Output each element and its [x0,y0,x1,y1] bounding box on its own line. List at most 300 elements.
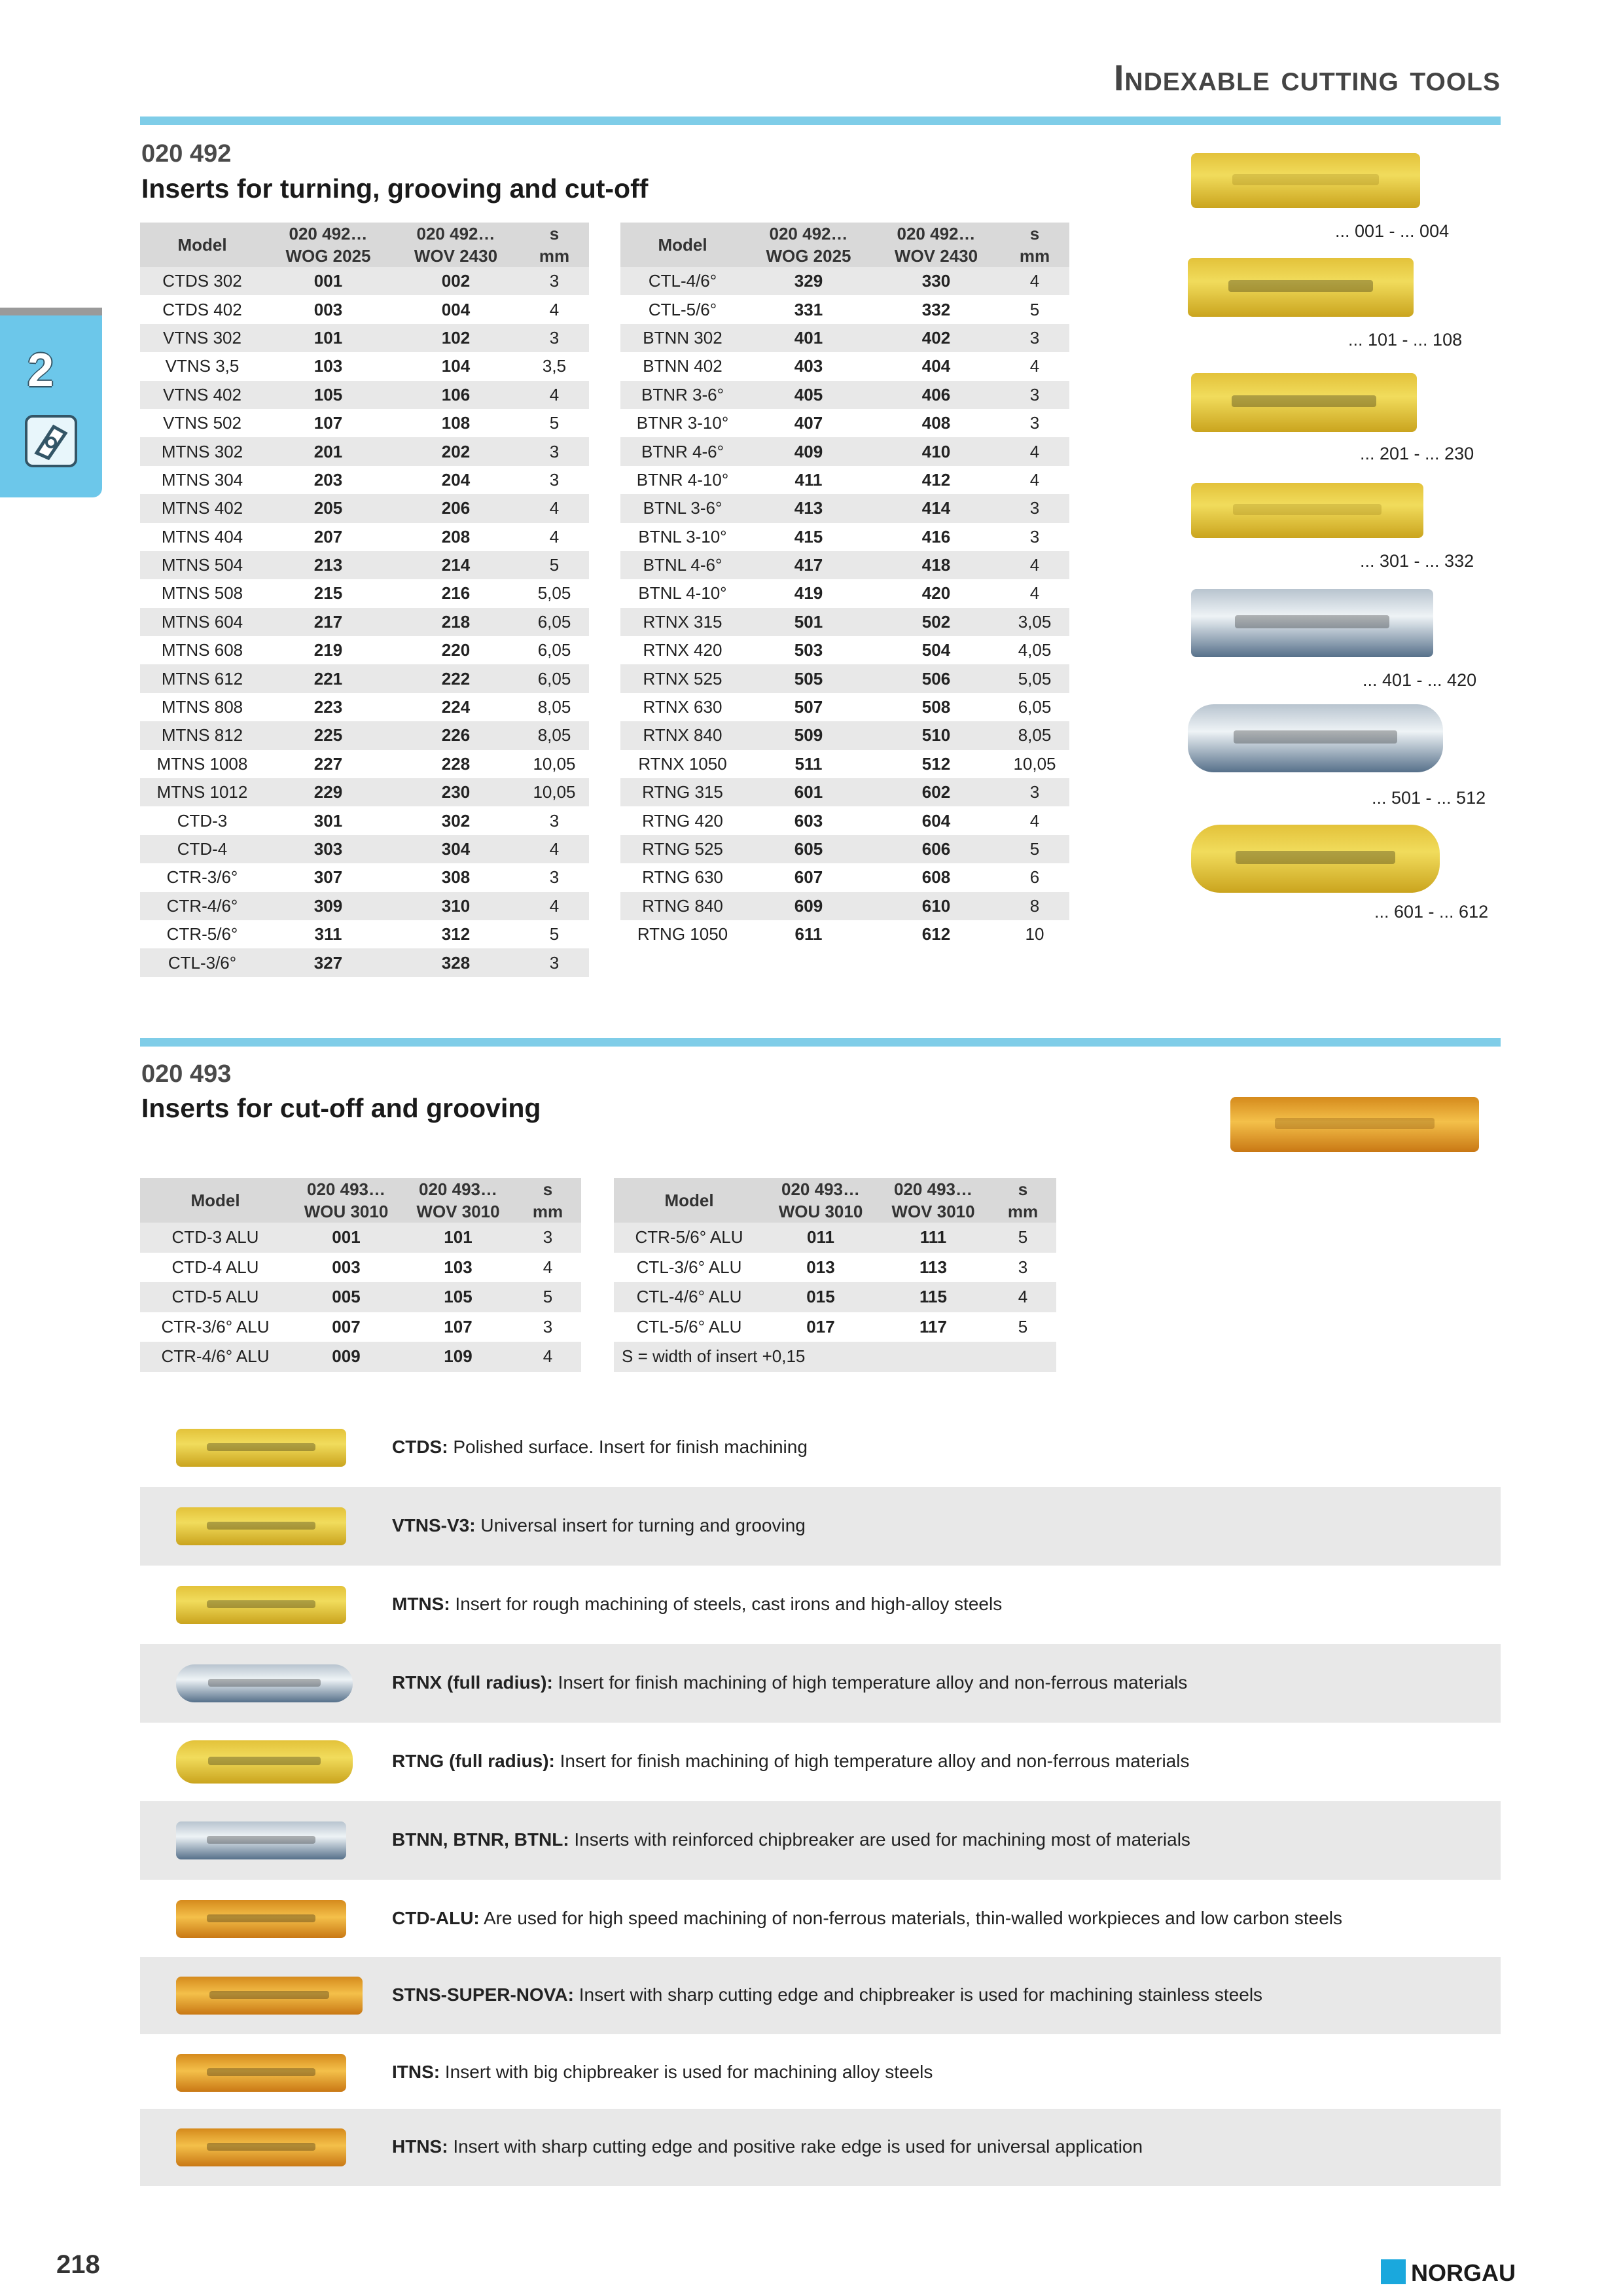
model-cell: RTNG 525 [620,835,745,863]
table-row [140,409,589,437]
feature-name: VTNS-V3: [392,1515,476,1535]
code-cell: 207 [264,523,392,551]
feature-text: Universal insert for turning and grooving [475,1515,806,1535]
code-cell: 205 [264,494,392,522]
insert-thumbnail [176,2128,346,2166]
table-row [140,324,589,352]
code-cell: 607 [745,863,872,891]
code-cell: 221 [264,664,392,692]
thickness-cell: 6,05 [520,608,589,636]
model-cell: RTNG 315 [620,778,745,806]
table-row [140,778,589,806]
column-header [520,223,589,267]
thickness-cell: 4 [520,295,589,323]
feature-row [140,1566,1501,1644]
feature-row [140,1801,1501,1880]
feature-row [140,2034,1501,2111]
code-cell: 219 [264,636,392,664]
table-row [620,579,1069,607]
insert-image-rtng [1191,825,1440,893]
table-row [140,437,589,465]
insert-thumbnail [176,2054,346,2092]
thickness-cell: 6,05 [520,636,589,664]
code-cell: 204 [392,466,520,494]
code-cell: 215 [264,579,392,607]
model-cell: RTNX 315 [620,608,745,636]
thickness-cell: 4 [1000,551,1069,579]
code-cell: 303 [264,835,392,863]
table-row [140,636,589,664]
code-cell: 406 [872,381,1000,409]
feature-description [392,1829,1190,1850]
table-header-row [140,1178,581,1223]
column-header-line: mm [539,246,570,266]
model-cell: CTR-5/6° ALU [614,1223,764,1253]
table-row [140,948,589,977]
code-cell: 511 [745,750,872,778]
thickness-cell: 4 [990,1282,1056,1312]
code-cell: 401 [745,324,872,352]
code-cell: 508 [872,693,1000,721]
code-cell: 009 [291,1342,402,1372]
feature-row [140,1408,1501,1487]
feature-description [392,1751,1189,1772]
column-header-line: 020 492… [897,224,976,243]
code-cell: 506 [872,664,1000,692]
thickness-cell: 3 [514,1223,581,1253]
thickness-cell: 8,05 [520,693,589,721]
table-row [140,920,589,948]
code-cell: 605 [745,835,872,863]
column-header [264,223,392,267]
code-cell: 611 [745,920,872,948]
code-cell: 003 [291,1253,402,1283]
feature-text: Polished surface. Insert for finish machining [448,1437,808,1457]
code-cell: 512 [872,750,1000,778]
table-row [614,1282,1056,1312]
code-cell: 609 [745,892,872,920]
column-header-line: Model [177,235,227,255]
table-row [140,750,589,778]
feature-text: Insert with sharp cutting edge and chipbreaker is used for machining stainless steels [573,1984,1263,2005]
code-cell: 502 [872,608,1000,636]
model-cell: BTNL 4-6° [620,551,745,579]
code-cell: 608 [872,863,1000,891]
table-row [620,295,1069,323]
column-header-line: 020 492… [416,224,495,243]
table-row [614,1253,1056,1283]
code-cell: 604 [872,806,1000,834]
range-label: ... 101 - ... 108 [1348,330,1463,350]
code-cell: 201 [264,437,392,465]
model-cell: CTD-3 [140,806,264,834]
code-cell: 407 [745,409,872,437]
code-cell: 108 [392,409,520,437]
thickness-cell: 3 [520,806,589,834]
code-cell: 220 [392,636,520,664]
table-row [620,437,1069,465]
feature-row [140,2109,1501,2186]
thickness-cell: 8 [1000,892,1069,920]
feature-name: STNS-SUPER-NOVA: [392,1984,574,2005]
table-row [140,295,589,323]
code-cell: 102 [392,324,520,352]
feature-description [392,1908,1342,1929]
code-cell: 107 [402,1312,514,1342]
model-cell: CTD-4 [140,835,264,863]
feature-row [140,1487,1501,1566]
model-cell: CTDS 302 [140,267,264,295]
code-cell: 229 [264,778,392,806]
thickness-cell: 10,05 [1000,750,1069,778]
code-cell: 227 [264,750,392,778]
code-cell: 013 [764,1253,877,1283]
column-header-line: 020 493… [781,1179,860,1199]
code-cell: 612 [872,920,1000,948]
table-row [620,721,1069,749]
table-row [620,863,1069,891]
code-cell: 001 [264,267,392,295]
table-row [614,1312,1056,1342]
column-header-line: mm [1007,1202,1039,1221]
table-row [620,693,1069,721]
thickness-cell: 5 [520,409,589,437]
model-cell: CTL-4/6° [620,267,745,295]
thickness-cell: 3,5 [520,352,589,380]
code-cell: 503 [745,636,872,664]
model-cell: CTL-5/6° ALU [614,1312,764,1342]
insert-image-vtns [1188,258,1414,317]
model-cell: CTR-5/6° [140,920,264,948]
column-header [764,1178,877,1223]
code-cell: 218 [392,608,520,636]
insert-image-ctds [1191,153,1420,208]
column-header [514,1178,581,1223]
code-cell: 203 [264,466,392,494]
code-cell: 017 [764,1312,877,1342]
table-row [620,920,1069,948]
column-header [990,1178,1056,1223]
thickness-cell: 4 [520,494,589,522]
code-cell: 011 [764,1223,877,1253]
insert-thumbnail [176,1664,353,1702]
code-cell: 216 [392,579,520,607]
column-header-line: s [1018,1179,1028,1199]
insert-table-right [620,223,1069,948]
table-row [140,721,589,749]
model-cell: VTNS 302 [140,324,264,352]
table-row [620,664,1069,692]
column-header-line: s [549,224,560,243]
table-row [620,551,1069,579]
code-cell: 404 [872,352,1000,380]
code-cell: 301 [264,806,392,834]
column-header-line: Model [664,1191,714,1210]
range-label: ... 301 - ... 332 [1360,551,1474,571]
range-label: ... 501 - ... 512 [1372,788,1486,808]
thickness-cell: 4 [1000,579,1069,607]
table-row [140,381,589,409]
code-cell: 418 [872,551,1000,579]
thickness-cell: 4 [1000,267,1069,295]
code-cell: 601 [745,778,872,806]
table-row [620,494,1069,522]
insert-image-btn [1191,589,1433,657]
code-cell: 603 [745,806,872,834]
code-cell: 312 [392,920,520,948]
model-cell: VTNS 402 [140,381,264,409]
model-cell: MTNS 812 [140,721,264,749]
model-cell: BTNR 3-6° [620,381,745,409]
feature-description [392,2136,1143,2157]
table-row [620,636,1069,664]
section-title: Inserts for turning, grooving and cut-off [141,173,649,204]
code-cell: 331 [745,295,872,323]
code-cell: 213 [264,551,392,579]
code-cell: 001 [291,1223,402,1253]
column-header-line: s [1029,224,1040,243]
feature-text: Inserts with reinforced chipbreaker are used for machining most of materials [569,1829,1190,1850]
section-title: Inserts for cut-off and grooving [141,1093,541,1123]
code-cell: 308 [392,863,520,891]
code-cell: 004 [392,295,520,323]
feature-text: Insert with big chipbreaker is used for machining alloy steels [440,2062,933,2082]
column-header-line: 020 493… [419,1179,497,1199]
table-row [620,806,1069,834]
feature-row [140,1723,1501,1801]
table-row [140,892,589,920]
table-row [140,267,589,295]
thickness-cell: 6,05 [1000,693,1069,721]
code-cell: 304 [392,835,520,863]
feature-name: ITNS: [392,2062,440,2082]
model-cell: MTNS 304 [140,466,264,494]
table-row [620,835,1069,863]
code-cell: 311 [264,920,392,948]
table-header-row [620,223,1069,267]
code-cell: 107 [264,409,392,437]
table-row [140,664,589,692]
column-header-line: 020 493… [894,1179,972,1199]
model-cell: BTNL 3-10° [620,523,745,551]
code-cell: 330 [872,267,1000,295]
thickness-cell: 3 [520,437,589,465]
thickness-cell: 3 [990,1253,1056,1283]
table-row [140,1282,581,1312]
chapter-number: 2 [27,344,54,397]
table-row [620,381,1069,409]
insert-image-rtnx [1188,704,1443,772]
column-header-line: WOV 2430 [894,246,978,266]
table-row [140,466,589,494]
range-label: ... 601 - ... 612 [1374,902,1489,922]
code-cell: 405 [745,381,872,409]
feature-name: RTNX (full radius): [392,1672,553,1693]
thickness-cell: 4 [520,892,589,920]
code-cell: 505 [745,664,872,692]
insert-thumbnail [176,1740,353,1784]
insert-icon [25,415,77,467]
code-cell: 101 [402,1223,514,1253]
insert-image-ctd [1191,483,1423,538]
model-cell: MTNS 404 [140,523,264,551]
column-header-line: WOG 2025 [285,246,371,266]
thickness-cell: 3 [520,948,589,977]
code-cell: 106 [392,381,520,409]
feature-name: CTD-ALU: [392,1908,480,1928]
insert-thumbnail [176,1429,346,1467]
feature-text: Insert for rough machining of steels, cast irons and high-alloy steels [450,1594,1003,1614]
code-cell: 409 [745,437,872,465]
thickness-cell: 4 [514,1342,581,1372]
model-cell: MTNS 302 [140,437,264,465]
feature-description [392,1672,1187,1693]
model-cell: CTR-4/6° [140,892,264,920]
chapter-tab-border [0,308,102,315]
thickness-cell: 5,05 [520,579,589,607]
model-cell: CTDS 402 [140,295,264,323]
thickness-cell: 4 [1000,437,1069,465]
table-row [140,608,589,636]
feature-text: Insert with sharp cutting edge and positive rake edge is used for universal application [448,2136,1143,2157]
thickness-cell: 5,05 [1000,664,1069,692]
code-cell: 602 [872,778,1000,806]
model-cell: CTD-4 ALU [140,1253,291,1283]
thickness-cell: 6,05 [520,664,589,692]
column-header-line: Model [190,1191,240,1210]
column-header [1000,223,1069,267]
table-header-row [614,1178,1056,1223]
feature-description [392,1515,806,1536]
table-row [140,1342,581,1372]
code-cell: 504 [872,636,1000,664]
thickness-cell: 5 [514,1282,581,1312]
table-row [140,863,589,891]
thickness-cell: 10,05 [520,750,589,778]
thickness-cell: 5 [990,1312,1056,1342]
column-header-line: s [543,1179,553,1199]
model-cell: CTL-3/6° ALU [614,1253,764,1283]
code-cell: 226 [392,721,520,749]
model-cell: MTNS 604 [140,608,264,636]
thickness-cell: 4 [1000,466,1069,494]
model-cell: BTNR 4-10° [620,466,745,494]
code-cell: 509 [745,721,872,749]
code-cell: 117 [877,1312,990,1342]
model-cell: CTL-5/6° [620,295,745,323]
code-cell: 224 [392,693,520,721]
code-cell: 417 [745,551,872,579]
thickness-cell: 3 [520,267,589,295]
thickness-cell: 4 [1000,352,1069,380]
model-cell: CTD-3 ALU [140,1223,291,1253]
column-header [745,223,872,267]
feature-text: Insert for finish machining of high temperature alloy and non-ferrous materials [552,1672,1188,1693]
code-cell: 007 [291,1312,402,1342]
thickness-cell: 5 [990,1223,1056,1253]
code-cell: 507 [745,693,872,721]
thickness-cell: 3 [1000,324,1069,352]
table-row [140,1253,581,1283]
column-header-line: WOV 2430 [414,246,498,266]
column-header-line: mm [1019,246,1050,266]
thickness-cell: 8,05 [1000,721,1069,749]
code-cell: 109 [402,1342,514,1372]
table-header-row [140,223,589,267]
section-divider [140,117,1501,125]
model-cell: RTNX 630 [620,693,745,721]
code-cell: 103 [264,352,392,380]
model-cell: RTNG 630 [620,863,745,891]
range-label: ... 001 - ... 004 [1335,221,1450,241]
code-cell: 419 [745,579,872,607]
section-code: 020 493 [141,1060,232,1088]
model-cell: MTNS 608 [140,636,264,664]
model-cell: RTNX 840 [620,721,745,749]
code-cell: 329 [745,267,872,295]
table-row [620,523,1069,551]
insert-thumbnail [176,1586,346,1624]
brand-logo-text: NORGAU [1411,2259,1516,2286]
code-cell: 202 [392,437,520,465]
column-header [614,1178,764,1223]
alu-table-right [614,1178,1056,1372]
table-row [620,750,1069,778]
thickness-cell: 3 [1000,523,1069,551]
code-cell: 610 [872,892,1000,920]
code-cell: 413 [745,494,872,522]
code-cell: 402 [872,324,1000,352]
code-cell: 105 [402,1282,514,1312]
code-cell: 411 [745,466,872,494]
column-header [140,1178,291,1223]
model-cell: CTL-4/6° ALU [614,1282,764,1312]
brand-logo-mark [1381,2259,1406,2284]
column-header-line: WOV 3010 [891,1202,975,1221]
feature-name: CTDS: [392,1437,448,1457]
column-header-line: 020 492… [289,224,368,243]
table-row [140,806,589,834]
column-header-line: WOV 3010 [416,1202,500,1221]
table-row [620,324,1069,352]
table-row [620,466,1069,494]
code-cell: 501 [745,608,872,636]
thickness-cell: 3 [514,1312,581,1342]
feature-description [392,1594,1002,1615]
thickness-cell: 3 [1000,778,1069,806]
table-row [140,1312,581,1342]
code-cell: 302 [392,806,520,834]
model-cell: CTR-4/6° ALU [140,1342,291,1372]
code-cell: 214 [392,551,520,579]
thickness-cell: 3 [520,466,589,494]
code-cell: 228 [392,750,520,778]
thickness-cell: 3 [1000,494,1069,522]
code-cell: 328 [392,948,520,977]
code-cell: 332 [872,295,1000,323]
chapter-tab[interactable] [0,308,102,497]
code-cell: 230 [392,778,520,806]
table-note: S = width of insert +0,15 [614,1342,1056,1372]
code-cell: 104 [392,352,520,380]
code-cell: 223 [264,693,392,721]
code-cell: 327 [264,948,392,977]
model-cell: BTNR 3-10° [620,409,745,437]
code-cell: 403 [745,352,872,380]
feature-text: Insert for finish machining of high temperature alloy and non-ferrous materials [554,1751,1190,1771]
column-header-line: WOU 3010 [778,1202,863,1221]
code-cell: 208 [392,523,520,551]
